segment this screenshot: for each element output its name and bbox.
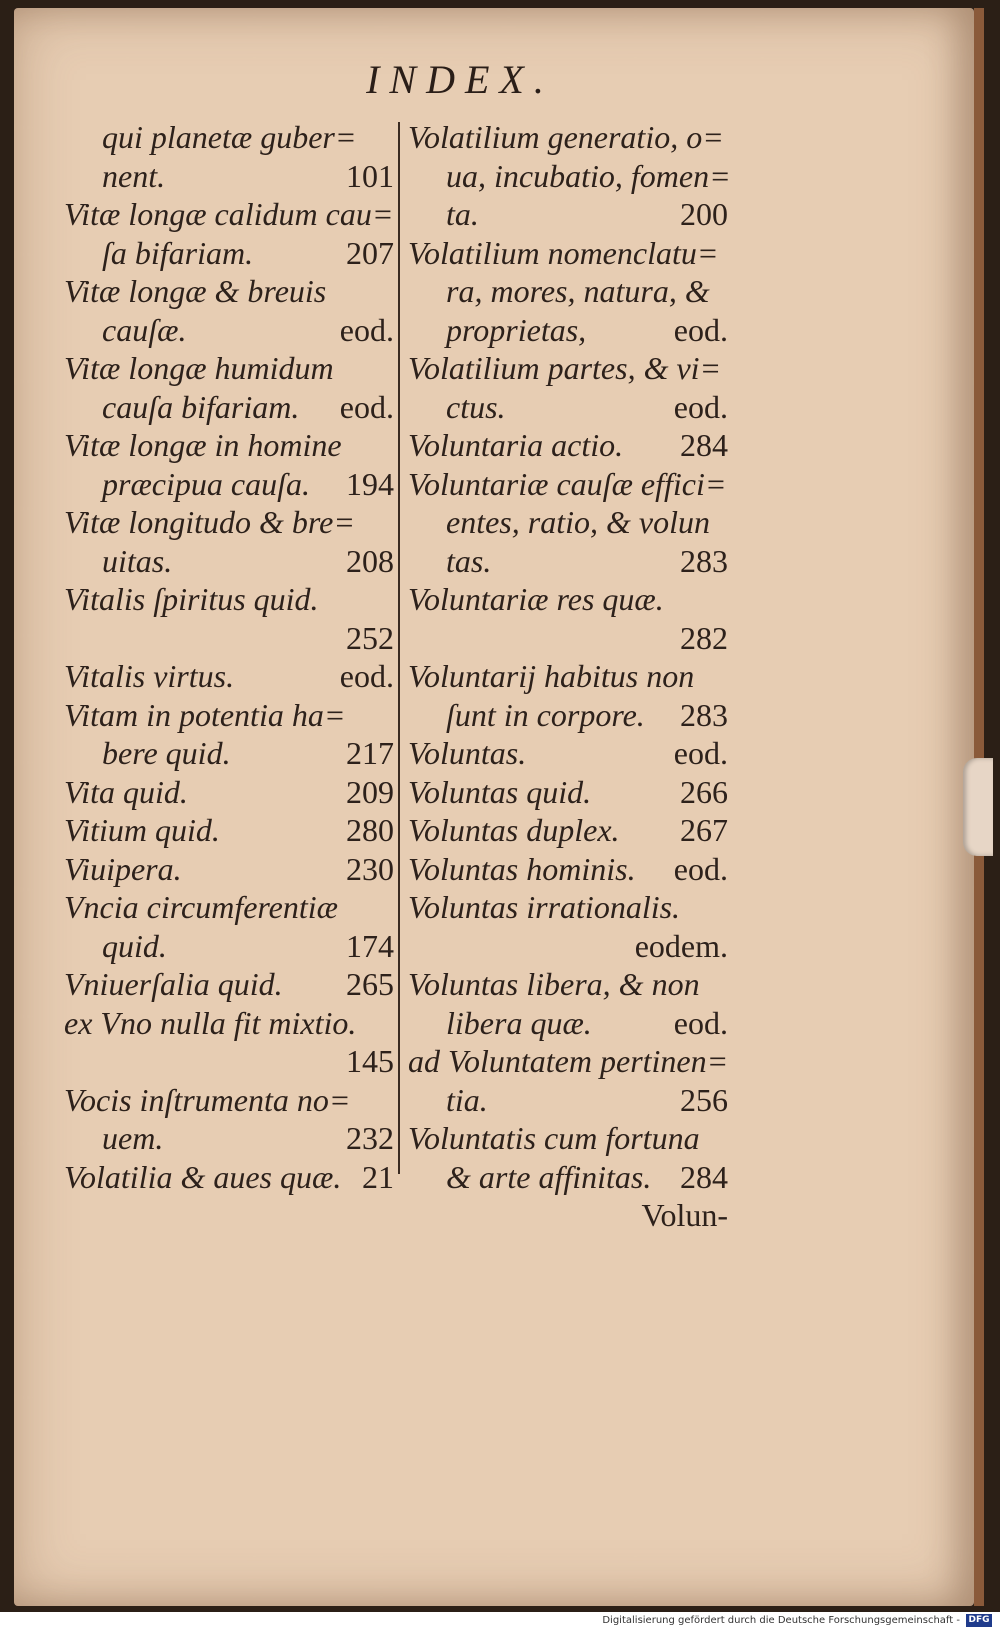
entry-text: cauſa bifariam. — [102, 388, 300, 425]
entry-text: ex Vno nulla fit mixtio. — [64, 1004, 357, 1041]
index-entry — [408, 811, 728, 850]
page-tab — [963, 758, 993, 856]
entry-page-ref: 267 — [680, 812, 728, 848]
index-entry — [408, 388, 728, 427]
entry-page-ref: 232 — [346, 1120, 394, 1156]
index-entry — [408, 927, 728, 966]
entry-page-ref: 256 — [680, 1081, 728, 1118]
entry-text: Vitæ longæ calidum cau= — [64, 196, 394, 232]
entry-text: Vocis inſtrumenta no= — [64, 1081, 351, 1118]
entry-text: Vitæ longæ humidum — [64, 350, 334, 386]
index-entry — [64, 773, 394, 812]
index-entry — [64, 1004, 394, 1043]
entry-text: proprietas, — [446, 311, 587, 348]
entry-page-ref: 265 — [346, 966, 394, 1002]
entry-page-ref: 284 — [680, 427, 728, 463]
entry-page-ref: eod. — [673, 850, 728, 887]
index-entry — [408, 850, 728, 889]
index-entry — [408, 465, 728, 504]
index-entry — [408, 542, 728, 581]
entry-page-ref: 252 — [346, 619, 394, 656]
index-entry — [64, 657, 394, 696]
entry-text: & arte affinitas. — [446, 1158, 652, 1195]
index-entry — [64, 619, 394, 658]
entry-text: nent. — [102, 157, 166, 194]
index-column-right — [408, 118, 731, 1235]
entry-text: Volatilium partes, & vi= — [408, 350, 722, 386]
index-entry — [408, 696, 728, 735]
entry-text: ſunt in corpore. — [446, 696, 645, 733]
index-entry — [408, 1042, 728, 1081]
entry-text: Viuipera. — [64, 850, 182, 887]
digitization-credit: Digitalisierung gefördert durch die Deutsche Forschungsgemeinschaft - — [602, 1615, 960, 1626]
entry-text: Volatilium generatio, o= — [408, 119, 724, 155]
entry-text: ua, incubatio, fomen= — [446, 157, 731, 194]
entry-text: Voluntariæ cauſæ effici= — [408, 465, 727, 502]
index-entry — [408, 157, 731, 196]
index-entry — [408, 1119, 728, 1158]
entry-text: ra, mores, natura, & — [446, 273, 710, 309]
index-entry — [408, 888, 728, 927]
entry-page-ref: eod. — [339, 658, 394, 694]
entry-page-ref: 174 — [346, 927, 394, 964]
index-entry — [64, 195, 394, 234]
entry-text: Volatilia & aues quæ. — [64, 1158, 342, 1195]
index-entry — [408, 272, 728, 311]
entry-page-ref: 200 — [680, 196, 728, 232]
index-entry — [64, 965, 394, 1004]
index-entry — [64, 234, 394, 273]
entry-page-ref: eod. — [673, 1004, 728, 1041]
entry-page-ref: 101 — [346, 157, 394, 194]
index-entry — [64, 734, 394, 773]
entry-page-ref: eod. — [673, 311, 728, 348]
entry-text: libera quæ. — [446, 1004, 592, 1041]
index-entry — [408, 580, 728, 619]
entry-page-ref: eod. — [339, 388, 394, 425]
entry-text: Voluntarij habitus non — [408, 658, 695, 694]
entry-page-ref: Volun- — [641, 1197, 728, 1233]
index-column-left — [64, 118, 394, 1196]
index-entry — [64, 1042, 394, 1081]
index-entry — [64, 888, 394, 927]
index-entry — [408, 118, 728, 157]
entry-page-ref: 145 — [346, 1043, 394, 1079]
index-entry — [64, 927, 394, 966]
entry-text: Vitium quid. — [64, 812, 220, 848]
entry-text: Vitæ longitudo & bre= — [64, 504, 355, 540]
index-entry — [64, 1158, 394, 1197]
entry-page-ref: eod. — [673, 388, 728, 425]
entry-page-ref: 284 — [680, 1158, 728, 1195]
index-entry — [408, 1004, 728, 1043]
index-entry — [64, 542, 394, 581]
entry-text: bere quid. — [102, 735, 231, 771]
entry-page-ref: 208 — [346, 542, 394, 579]
entry-text: cauſæ. — [102, 311, 187, 348]
index-entry — [64, 696, 394, 735]
index-entry — [64, 465, 394, 504]
column-divider — [398, 122, 400, 1174]
index-entry — [408, 1196, 728, 1235]
index-entry — [408, 349, 728, 388]
entry-page-ref: 283 — [680, 542, 728, 579]
index-entry — [64, 426, 394, 465]
entry-page-ref: eod. — [339, 311, 394, 348]
entry-text: Vitæ longæ & breuis — [64, 273, 327, 309]
index-entry — [408, 657, 728, 696]
index-entry — [408, 311, 728, 350]
entry-text: Vniuerſalia quid. — [64, 966, 283, 1002]
entry-text: ſa bifariam. — [102, 234, 254, 271]
entry-text: Voluntatis cum fortuna — [408, 1120, 700, 1156]
index-entry — [64, 1119, 394, 1158]
index-entry — [408, 234, 728, 273]
index-entry — [64, 503, 394, 542]
entry-text: Vitæ longæ in homine — [64, 427, 342, 463]
entry-page-ref: 280 — [346, 812, 394, 848]
entry-page-ref: 266 — [680, 773, 728, 810]
index-entry — [408, 734, 728, 773]
entry-page-ref: 230 — [346, 850, 394, 887]
entry-page-ref: 207 — [346, 234, 394, 271]
entry-text: præcipua cauſa. — [102, 465, 310, 502]
index-entry — [64, 850, 394, 889]
index-entry — [408, 1081, 728, 1120]
index-entry — [64, 349, 394, 388]
entry-text: Vitalis virtus. — [64, 658, 235, 694]
dfg-logo: DFG — [966, 1614, 992, 1627]
entry-page-ref: eod. — [673, 735, 728, 771]
entry-text: ad Voluntatem pertinen= — [408, 1043, 729, 1079]
entry-text: Vita quid. — [64, 773, 188, 810]
index-entry — [408, 1158, 728, 1197]
entry-text: entes, ratio, & volun — [446, 504, 710, 540]
entry-text: Voluntas libera, & non — [408, 966, 700, 1002]
entry-text: uitas. — [102, 542, 173, 579]
entry-text: Voluntas irrationalis. — [408, 889, 681, 925]
entry-text: Volatilium nomenclatu= — [408, 234, 719, 271]
entry-page-ref: 217 — [346, 735, 394, 771]
index-entry — [408, 195, 728, 234]
index-entry — [408, 619, 728, 658]
entry-text: Voluntas quid. — [408, 773, 592, 810]
entry-text: Voluntas. — [408, 735, 527, 771]
entry-text: tas. — [446, 542, 492, 579]
entry-text: Vitalis ſpiritus quid. — [64, 581, 319, 617]
index-entry — [408, 773, 728, 812]
index-entry — [408, 965, 728, 1004]
index-entry — [64, 311, 394, 350]
entry-page-ref: 282 — [680, 619, 728, 656]
entry-text: Vitam in potentia ha= — [64, 696, 346, 733]
entry-text: tia. — [446, 1081, 488, 1118]
entry-text: ctus. — [446, 388, 506, 425]
entry-text: Voluntaria actio. — [408, 427, 624, 463]
entry-text: ta. — [446, 196, 479, 232]
entry-text: Voluntas duplex. — [408, 812, 620, 848]
entry-text: Vncia circumferentiæ — [64, 889, 338, 925]
index-entry — [64, 1081, 394, 1120]
index-entry — [64, 118, 394, 157]
entry-page-ref: 194 — [346, 465, 394, 502]
entry-page-ref: 209 — [346, 773, 394, 810]
entry-text: Voluntariæ res quæ. — [408, 581, 664, 617]
index-entry — [64, 580, 394, 619]
index-entry — [408, 426, 728, 465]
entry-text: qui planetæ guber= — [102, 119, 357, 155]
entry-page-ref: eodem. — [634, 927, 728, 964]
entry-text: quid. — [102, 927, 167, 964]
entry-page-ref: 283 — [680, 696, 728, 733]
entry-page-ref: 21 — [362, 1158, 394, 1195]
entry-text: uem. — [102, 1120, 164, 1156]
index-entry — [64, 811, 394, 850]
index-entry — [64, 272, 394, 311]
page-header: INDEX. — [366, 57, 554, 102]
entry-text: Voluntas hominis. — [408, 850, 636, 887]
index-entry — [64, 157, 394, 196]
index-entry — [64, 388, 394, 427]
index-entry — [408, 503, 728, 542]
